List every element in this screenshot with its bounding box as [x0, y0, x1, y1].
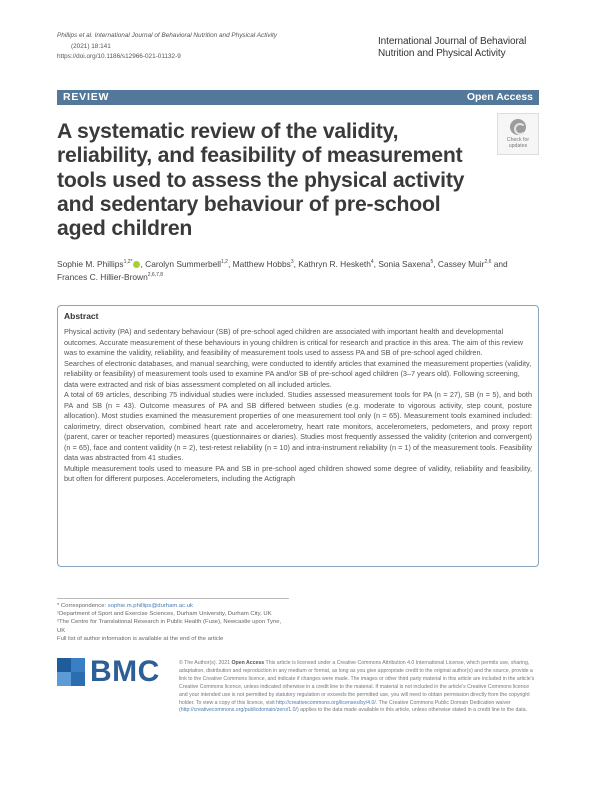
abstract-heading: Abstract [64, 311, 99, 321]
author-affiliation-marker: 3 [290, 259, 294, 266]
author-name: Sophie M. Phillips [57, 259, 124, 269]
crossmark-icon [510, 119, 526, 135]
doi-link[interactable]: https://doi.org/10.1186/s12966-021-01132-9 [57, 53, 181, 60]
affiliation-2: ²The Centre for Translational Research in Public Health (Fuse), Newcastle upon Tyne, UK [57, 619, 282, 634]
author-separator: , [293, 259, 299, 269]
author-affiliation-marker: 4 [370, 259, 374, 266]
bmc-logo [57, 655, 160, 689]
license-text-1: This article is licensed under a Creative Commons Attribution 4.0 International License, which permits use, sharing, adaptation, distribution and reproduction in any medium or format, as long as you give appropriate credit to the original author(s) and the source, provide a link to the Creative Commons licence, and indicate if changes were made. The images or other third party material in this article are included in the article's Creative Commons licence, unless indicated otherwise in a credit line to the material. If material is not included in the article's Creative Commons licence and your intended use is not permitted by statutory regulation or exceeds the permitted use, you will need to obtain permission directly from the copyright holder. To view a copy of this licence, visit [179, 660, 535, 706]
abstract-conclusions: Multiple measurement tools used to measure PA and SB in pre-school aged children showed some degree of validity, reliability and feasibility, but often for different purposes. Accelerometers, including the Actigraph [64, 463, 532, 483]
author-name: Carolyn Summerbell [145, 259, 222, 269]
license-statement [179, 660, 539, 715]
author-separator: , [373, 259, 379, 269]
author-name: Matthew Hobbs [232, 259, 291, 269]
author-separator: , [140, 259, 146, 269]
correspondence-label: * Correspondence: [57, 603, 107, 609]
license-text-2: . The Creative Commons Public Domain Dedication waiver ( [179, 699, 511, 714]
author-name: Cassey Muir [437, 259, 485, 269]
abstract-methods: Searches of electronic databases, and manual searching, were conducted to identify articles that examined the measurement properties (validity, reliability or feasibility) of measurement tools used to examine PA and/or SB of pre-school aged children (3–7 years old). Following screening, data were extracted and risk of bias assessment completed on all included articles. [64, 358, 532, 389]
license-copyright: © The Author(s). 2021 [179, 660, 231, 666]
license-open-access: Open Access [231, 660, 265, 666]
author-affiliation-marker: 2,6 [484, 259, 492, 266]
author-affiliation-marker: 2,6,7,8 [147, 272, 164, 279]
correspondence [57, 602, 289, 610]
abstract-background: Physical activity (PA) and sedentary behaviour (SB) of pre-school aged children are associated with important health and developmental outcomes. Accurate measurement of these behaviours in young children is critical for research and practice in this area. The aim of this review was to examine the validity, reliability, and feasibility of measurement tools used to assess PA and SB of pre-school aged children. [64, 327, 523, 357]
author-name: Frances C. Hillier-Brown [57, 272, 148, 282]
author-separator: , [433, 259, 438, 269]
check-for-updates-badge[interactable] [497, 113, 539, 155]
citation-volume: (2021) 18:141 [71, 42, 111, 50]
bmc-logo-text: BMC [90, 655, 160, 688]
affiliation-1: ¹Department of Sport and Exercise Sciences, Durham University, Durham City, UK [57, 611, 272, 618]
citation-header [57, 31, 277, 63]
author-affiliation-marker: 5 [430, 259, 434, 266]
article-type-label: REVIEW [63, 91, 110, 103]
license-link-cc-zero[interactable]: http://creativecommons.org/publicdomain/zero/1.0/ [180, 707, 297, 714]
author-list [57, 258, 539, 284]
footnotes [57, 598, 289, 643]
author-separator: and [491, 259, 508, 269]
article-type-banner [57, 90, 539, 105]
crossmark-line1: Check for [506, 137, 530, 143]
abstract-results: A total of 69 articles, describing 75 individual studies were included. Studies assessed measurement tools for PA (n = 27), SB (n = 5), and both PA and SB (n = 43). Outcome measures of PA and SB differed between studies (e.g. moderate to vigorous activity, step count, posture allocation). Most studies examined the measurement properties of one measurement tool only (n = 65). Measurement tools examined included: calorimetry, direct observation, combined heart rate and accelerometry, heart rate monitors, accelerometers, pedometers, and proxy report (parent, carer or teacher reported) measures (questionnaires or diaries). Studies most frequently assessed the validity (criterion and convergent) (n = 65), face and content validity (n = 2), test-retest reliability (n = 10) and intra-instrument reliability (n = 1) of the measurement tools. Feasibility data was abstracted from 41 studies. [64, 390, 532, 462]
author-name: Kathryn R. Hesketh [298, 259, 371, 269]
open-access-label: Open Access [466, 91, 533, 103]
crossmark-line2: updates [508, 143, 528, 149]
license-link-cc-by[interactable]: http://creativecommons.org/licenses/by/4.0/ [276, 699, 376, 706]
citation-journal: Phillips et al. International Journal of Behavioral Nutrition and Physical Activity [57, 32, 277, 39]
full-author-info-note: Full list of author information is available at the end of the article [57, 635, 224, 642]
author-affiliation-marker: 1,2 [221, 259, 228, 266]
journal-title-line1: International Journal of Behavioral [378, 36, 527, 47]
author-separator: , [227, 259, 233, 269]
author-name: Sonia Saxena [378, 259, 431, 269]
journal-title [378, 36, 538, 60]
article-title: A systematic review of the validity, reliability, and feasibility of measurement tools used to assess the physical activity and sedentary behaviour of pre-school aged children [57, 120, 465, 241]
bmc-logo-icon [57, 658, 85, 686]
correspondence-email[interactable]: sophie.m.phillips@durham.ac.uk [107, 603, 193, 609]
author-affiliation-marker: 1,2* [123, 259, 133, 266]
journal-title-line2: Nutrition and Physical Activity [378, 48, 506, 59]
abstract-box [57, 305, 539, 567]
license-text-3: ) applies to the data made available in this article, unless otherwise stated in a credit line to the data. [296, 707, 528, 714]
